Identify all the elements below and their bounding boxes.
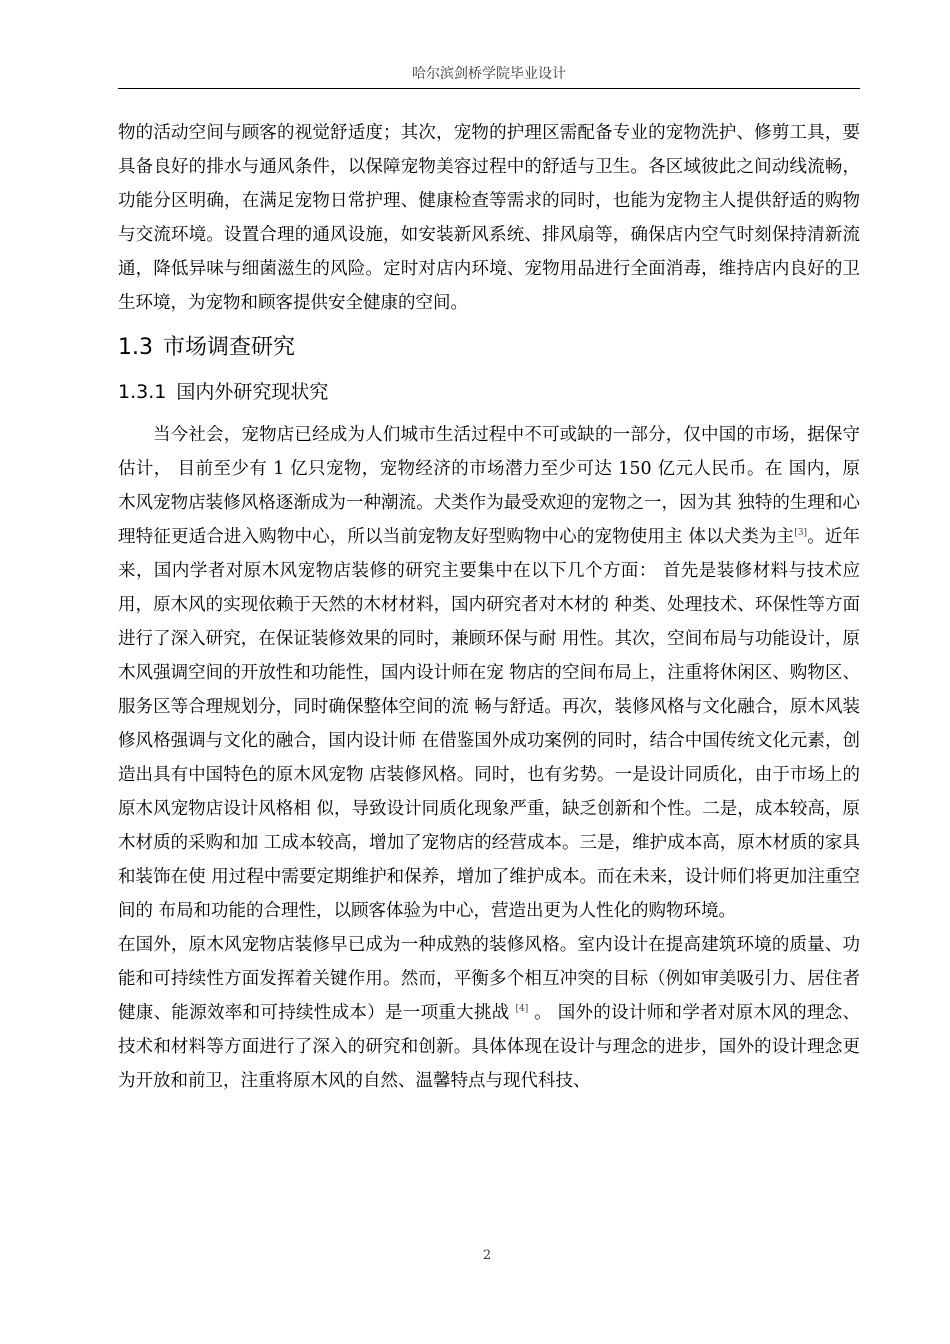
paragraph-foreign-text-a: 在国外，原木风宠物店装修早已成为一种成熟的装修风格。室内设计在提高建筑环境的质量、功能和可持续性方面发挥着关键作用。然而，平衡多个相互冲突的目标（例如审美吸引力、居住者健康、能源效率和可持续性成本）是一项重大挑战: [118, 935, 860, 1023]
page-header: 哈尔滨剑桥学院毕业设计: [412, 66, 566, 82]
paragraph-foreign-text-b: 。 国外的设计师和学者对原木风的理念、技术和材料等方面进行了深入的研究和创新。具体体现在设计与理念的进步，国外的设计理念更为开放和前卫，注重将原木风的自然、温馨特点与现代科技、: [118, 1003, 861, 1091]
section-number: 1.3: [118, 335, 153, 360]
subsection-number: 1.3.1: [118, 381, 167, 403]
paragraph-continued: 物的活动空间与顾客的视觉舒适度；其次，宠物的护理区需配备专业的宠物洗护、修剪工具，要具备良好的排水与通风条件，以保障宠物美容过程中的舒适与卫生。各区域彼此之间动线流畅，功能分区明确，在满足宠物日常护理、健康检查等需求的同时，也能为宠物主人提供舒适的购物与交流环境。设置合理的通风设施，如安装新风系统、排风扇等，确保店内空气时刻保持清新流通，降低异味与细菌滋生的风险。定时对店内环境、宠物用品进行全面消毒，维持店内良好的卫生环境，为宠物和顾客提供安全健康的空间。: [118, 123, 860, 313]
header-divider: [118, 88, 860, 89]
citation-3: [3]: [794, 528, 808, 539]
citation-4: [4]: [515, 1004, 529, 1015]
paragraph-domestic-research: [118, 418, 860, 928]
section-title: 市场调查研究: [163, 335, 296, 360]
paragraph-foreign-research: [118, 928, 860, 1098]
subsection-heading: [118, 370, 860, 414]
subsection-title: 国内外研究现状究: [176, 381, 329, 403]
document-body: [118, 116, 860, 1098]
page-number: 2: [482, 1248, 492, 1263]
paragraph-domestic-text-b: 。近年来，国内学者对原木风宠物店装修的研究主要集中在以下几个方面： 首先是装修材料与技术应用，原木风的实现依赖于天然的木材材料，国内研究者对木材的 种类、处理技术、环保性等方面进行了深入研究，在保证装修效果的同时，兼顾环保与耐 用性。其次，空间布局与功能设计，原木风强调空间的开放性和功能性，国内设计师在宠 物店的空间布局上，注重将休闲区、购物区、服务区等合理规划分，同时确保整体空间的流 畅与舒适。再次，装修风格与文化融合，原木风装修风格强调与文化的融合，国内设计师 在借鉴国外成功案例的同时，结合中国传统文化元素，创造出具有中国特色的原木风宠物 店装修风格。同时，也有劣势。一是设计同质化，由于市场上的原木风宠物店设计风格相 似，导致设计同质化现象严重，缺乏创新和个性。二是，成本较高，原木材质的采购和加 工成本较高，增加了宠物店的经营成本。三是，维护成本高，原木材质的家具和装饰在使 用过程中需要定期维护和保养，增加了维护成本。而在未来，设计师们将更加注重空间的 布局和功能的合理性，以顾客体验为中心，营造出更为人性化的购物环境。: [118, 527, 861, 921]
paragraph-domestic-text-a: 当今社会，宠物店已经成为人们城市生活过程中不可或缺的一部分，仅中国的市场，据保守估计， 目前至少有 1 亿只宠物，宠物经济的市场潜力至少可达 150 亿元人民币。在 国内，原木风宠物店装修风格逐渐成为一种潮流。犬类作为最受欢迎的宠物之一，因为其 独特的生理和心理特征更适合进入购物中心，所以当前宠物友好型购物中心的宠物使用主 体以犬类为主: [118, 425, 860, 547]
section-heading: [118, 326, 860, 370]
